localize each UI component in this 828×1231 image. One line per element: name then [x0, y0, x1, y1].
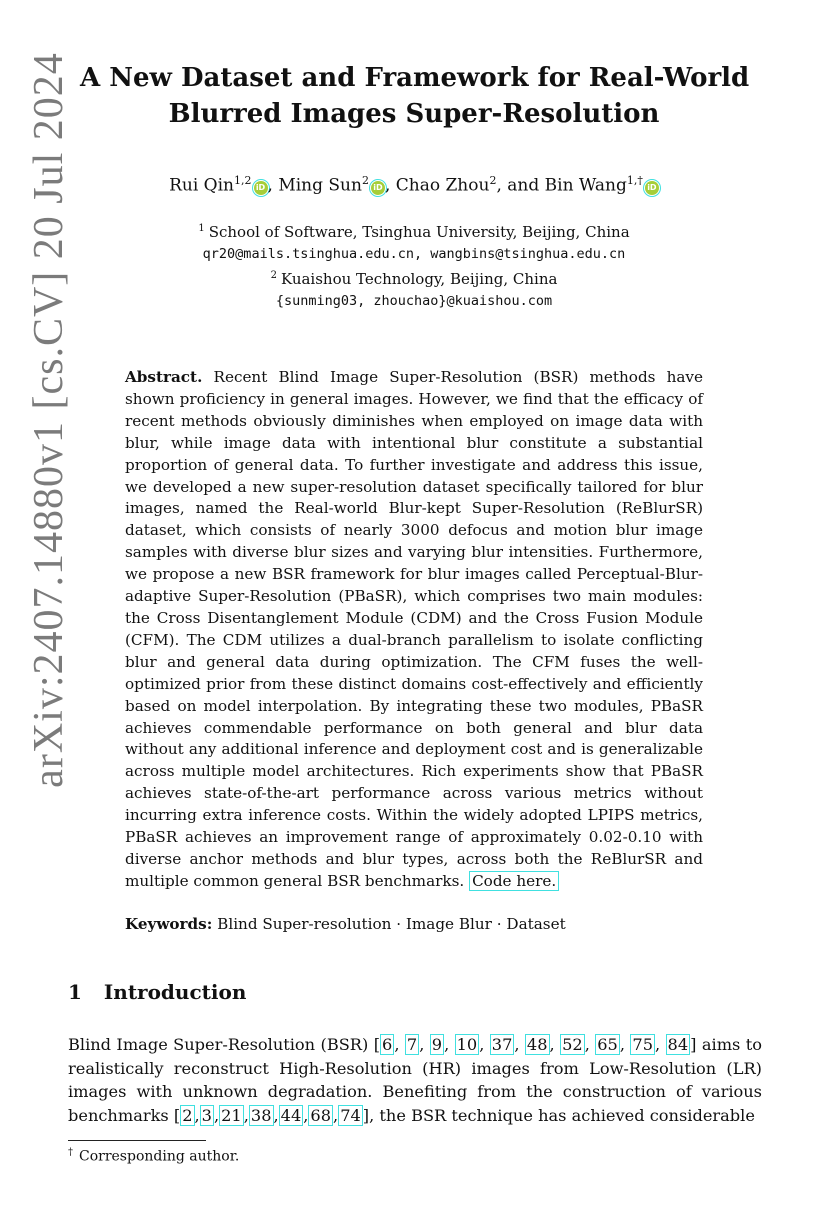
- orcid-icon[interactable]: iD: [254, 181, 268, 195]
- citation-link[interactable]: 48: [526, 1035, 548, 1054]
- intro-text-2: aims to realistically reconstruct High-Resolution (HR) images from Low-Resolution (LR) images with unknown degradation. Benefiting from the construction of various benchmarks: [68, 1035, 763, 1126]
- citation-link[interactable]: 68: [310, 1106, 332, 1126]
- affiliation-2-emails: {sunming03, zhouchao}@kuaishou.com: [275, 293, 553, 309]
- footnote-text: Corresponding author.: [79, 1148, 240, 1165]
- affiliations: [80, 218, 748, 312]
- author-name: Ming Sun: [278, 175, 362, 196]
- footnote: [68, 1147, 239, 1165]
- citation-link[interactable]: 6: [382, 1035, 393, 1054]
- intro-text-1: Blind Image Super-Resolution (BSR): [68, 1035, 369, 1054]
- title-line-1: A New Dataset and Framework for Real-World: [80, 63, 750, 93]
- author-affiliation-mark: 1,†: [626, 174, 643, 187]
- author-affiliation-mark: 2: [361, 174, 369, 187]
- citation-link[interactable]: 9: [431, 1035, 443, 1054]
- arxiv-sidebar: [20, 52, 78, 788]
- citation-link[interactable]: 75: [632, 1035, 653, 1054]
- code-link[interactable]: Code here.: [469, 871, 559, 891]
- keywords-label: Keywords:: [125, 915, 213, 933]
- citation-link[interactable]: 74: [340, 1106, 361, 1126]
- citation-link[interactable]: 52: [562, 1035, 583, 1054]
- footnote-divider: [68, 1140, 206, 1141]
- author-name: Chao Zhou: [395, 175, 490, 196]
- section-heading: [68, 980, 246, 1004]
- author-affiliation-mark: 2: [489, 174, 497, 187]
- intro-paragraph: Blind Image Super-Resolution (BSR) [ 6 , 7 , 9 , 10 , 37 , 48 , 52 , 65 , 75 , 84 ] aims to realistically reconstruct High-Resolution (HR) images from Low-Resolution (LR) images with unknown degradation. Benefiting from the construction of various benchmarks [ 2 , 3 , 21 , 38 , 44 , 68 , 74 ], the BSR technique has achieved considerable: [68, 1035, 763, 1126]
- author-list: [80, 174, 748, 196]
- citation-link[interactable]: 7: [406, 1035, 418, 1054]
- citation-link[interactable]: 37: [491, 1035, 513, 1054]
- abstract: [125, 367, 703, 893]
- section-number: 1: [68, 980, 82, 1004]
- paper-title: [80, 60, 748, 132]
- author-separator: , and: [496, 175, 545, 196]
- keywords: [125, 915, 703, 933]
- orcid-icon[interactable]: iD: [645, 181, 659, 195]
- intro-text-3: , the BSR technique has achieved considerable: [369, 1106, 755, 1126]
- citation-link[interactable]: 84: [667, 1035, 689, 1054]
- citation-link[interactable]: 38: [250, 1106, 272, 1126]
- author-affiliation-mark: 1,2: [234, 174, 252, 187]
- citation-link[interactable]: 2: [182, 1106, 193, 1126]
- citation-link[interactable]: 65: [597, 1035, 618, 1054]
- citation-link[interactable]: 44: [280, 1106, 302, 1126]
- affiliation-1-emails: qr20@mails.tsinghua.edu.cn, wangbins@tsinghua.edu.cn: [202, 246, 626, 262]
- author-name: Rui Qin: [169, 175, 235, 196]
- citation-link[interactable]: 10: [456, 1035, 478, 1054]
- abstract-text: Recent Blind Image Super-Resolution (BSR) methods have shown proficiency in general images. However, we find that the efficacy of recent methods obviously diminishes when employed on image data with blur, while image data with intentional blur constitute a substantial proportion of general data. To further investigate and address this issue, we developed a new super-resolution dataset specifically tailored for blur images, named the Real-world Blur-kept Super-Resolution (ReBlurSR) dataset, which consists of nearly 3000 defocus and motion blur image samples with diverse blur sizes and varying blur intensities. Furthermore, we propose a new BSR framework for blur images called Perceptual-Blur-adaptive Super-Resolution (PBaSR), which comprises two main modules: the Cross Disentanglement Module (CDM) and the Cross Fusion Module (CFM). The CDM utilizes a dual-branch parallelism to isolate conflicting blur and general data during optimization. The CFM fuses the well-optimized prior from these distinct domains cost-effectively and efficiently based on model interpolation. By integrating these two modules, PBaSR achieves commendable performance on both general and blur data without any additional inference and deployment cost and is generalizable across multiple model architectures. Rich experiments show that PBaSR achieves state-of-the-art performance across various metrics without incurring extra inference costs. Within the widely adopted LPIPS metrics, PBaSR achieves an improvement range of approximately 0.02-0.10 with diverse anchor methods and blur types, across both the ReBlurSR and multiple common general BSR benchmarks.: [125, 368, 703, 890]
- author-separator: ,: [267, 175, 279, 196]
- title-line-2: Blurred Images Super-Resolution: [168, 99, 660, 129]
- citation-link[interactable]: 3: [201, 1106, 212, 1126]
- citation-link[interactable]: 21: [221, 1106, 242, 1126]
- abstract-label: Abstract.: [125, 368, 203, 386]
- affiliation-2: $^2$ Kuaishou Technology, Beijing, China: [270, 270, 558, 288]
- author-separator: ,: [384, 175, 396, 196]
- arxiv-identifier: arXiv:2407.14880v1 [cs.CV] 20 Jul 2024: [26, 52, 72, 788]
- orcid-icon[interactable]: iD: [371, 181, 385, 195]
- keywords-text: Blind Super-resolution · Image Blur · Dataset: [217, 915, 566, 933]
- author-name: Bin Wang: [544, 175, 627, 196]
- section-title: Introduction: [103, 980, 247, 1004]
- footnote-mark: †: [68, 1147, 73, 1158]
- affiliation-1: $^1$ School of Software, Tsinghua University, Beijing, China: [198, 223, 630, 241]
